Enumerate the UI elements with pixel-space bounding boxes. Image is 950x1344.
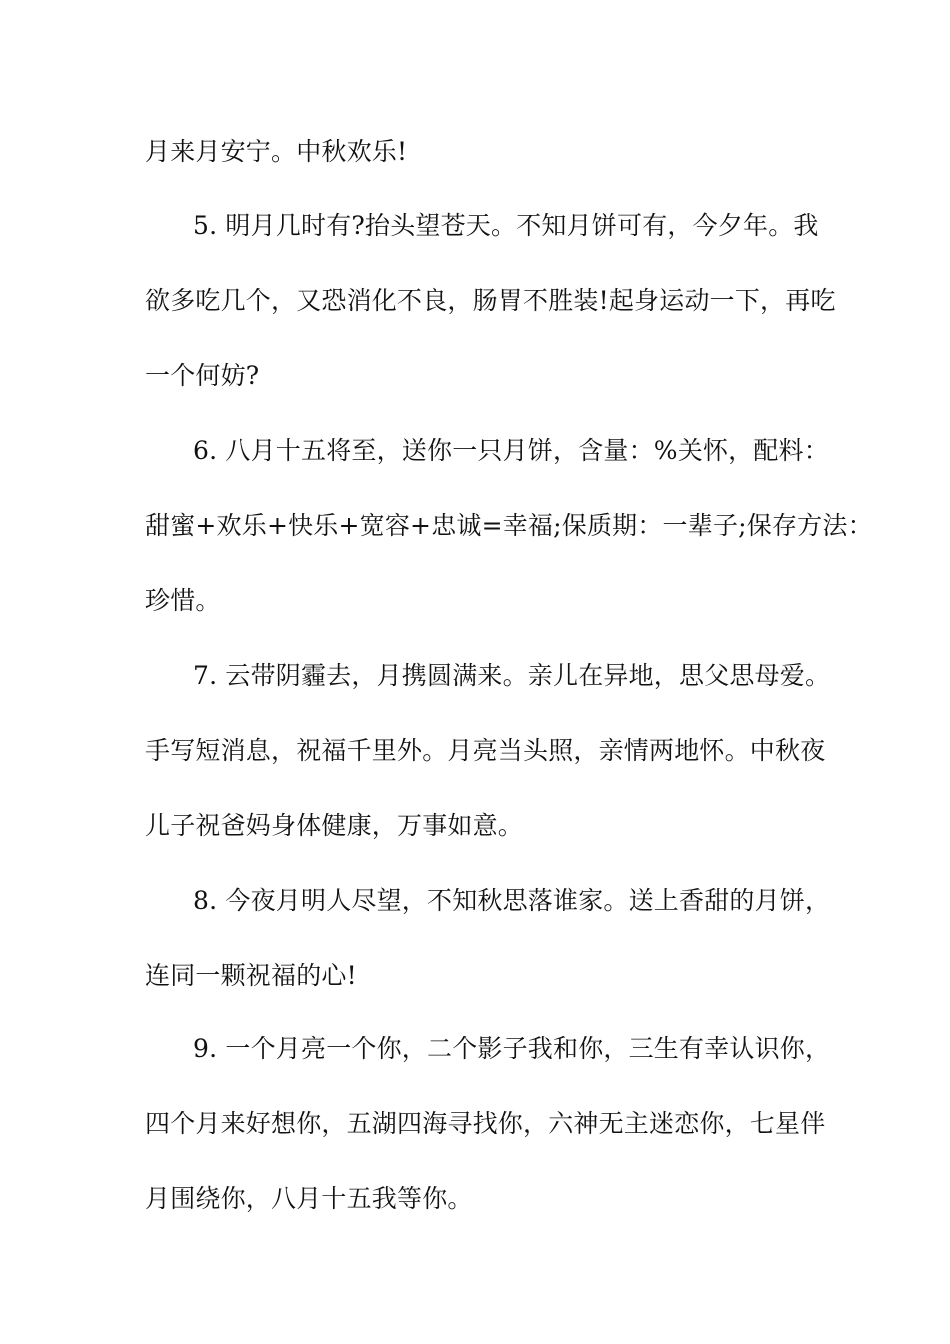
text-line: 手写短消息，祝福千里外。月亮当头照，亲情两地怀。中秋夜	[145, 736, 826, 765]
text-line: 月围绕你，八月十五我等你。	[145, 1184, 473, 1213]
text-line: 连同一颗祝福的心!	[145, 961, 357, 990]
text-line: 月来月安宁。中秋欢乐!	[145, 137, 408, 166]
text-line: 儿子祝爸妈身体健康，万事如意。	[145, 811, 524, 840]
text-line: 7. 云带阴霾去，月携圆满来。亲儿在异地，思父思母爱。	[193, 661, 831, 690]
text-line: 甜蜜+欢乐+快乐+宽容+忠诚=幸福;保质期：一辈子;保存方法：	[145, 511, 873, 540]
text-line: 6. 八月十五将至，送你一只月饼，含量：%关怀，配料：	[193, 436, 829, 465]
text-line: 一个何妨?	[145, 361, 260, 390]
text-line: 欲多吃几个，又恐消化不良，肠胃不胜装!起身运动一下，再吃	[145, 286, 836, 315]
text-line: 5. 明月几时有?抬头望苍天。不知月饼可有，今夕年。我	[193, 211, 819, 240]
text-line: 四个月来好想你，五湖四海寻找你，六神无主迷恋你，七星伴	[145, 1109, 826, 1138]
text-line: 9. 一个月亮一个你，二个影子我和你，三生有幸认识你，	[193, 1034, 831, 1063]
text-line: 珍惜。	[145, 586, 221, 615]
text-line: 8. 今夜月明人尽望，不知秋思落谁家。送上香甜的月饼，	[193, 886, 831, 915]
